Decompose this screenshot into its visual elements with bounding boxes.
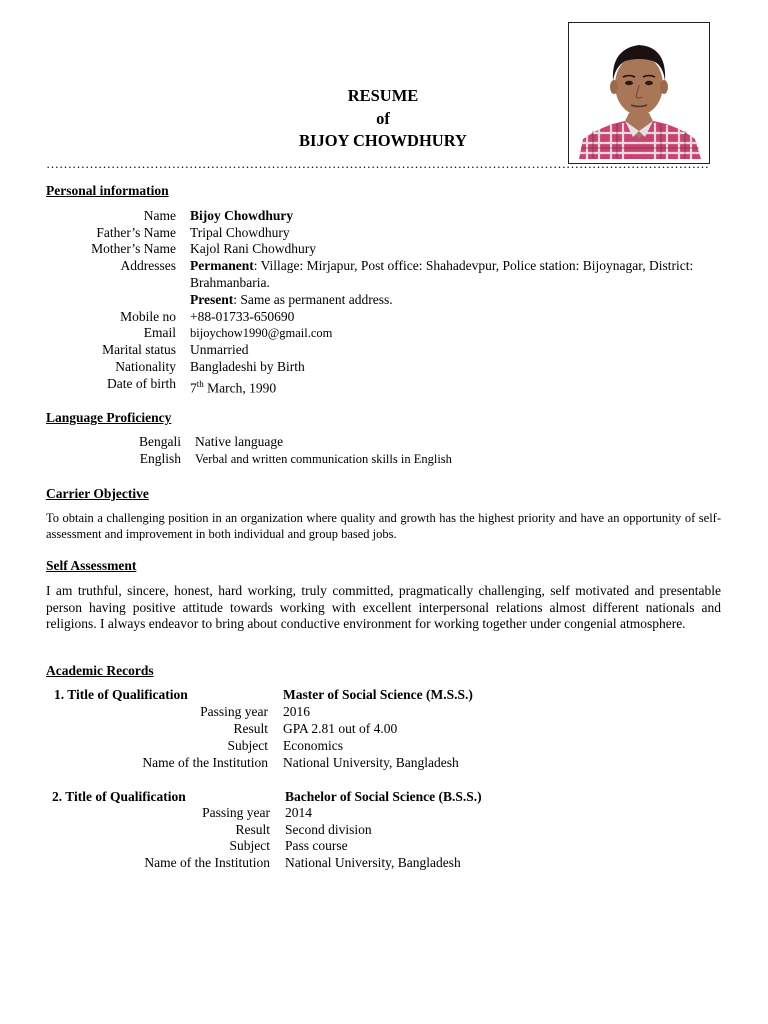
father-name-label: Father’s Name [96,225,176,240]
result-value: GPA 2.81 out of 4.00 [283,721,398,736]
language-row-bengali [0,434,768,451]
subject-value: Pass course [285,838,348,853]
mother-name-value: Kajol Rani Chowdhury [190,241,316,256]
personal-mother-row [0,241,768,258]
passing-year-value: 2014 [285,805,312,820]
resume-title-of: of [376,109,390,128]
academic-record-title-row [0,789,768,806]
self-assessment-text: I am truthful, sincere, honest, hard working, truly committed, pragmatically challenging, self motivated and presentable person having positive attitude towards working with excellent interpersonal relations almost different nationals and religions. I always endeavor to bring about conductive environment for working together under congenial atmosphere. [46,583,721,632]
personal-dob-row [0,376,768,396]
result-label: Result [235,822,270,837]
name-label: Name [143,208,176,223]
marital-status-value: Unmarried [190,342,249,357]
permanent-value: : Village: Mirjapur, Post office: Shahadevpur, Police station: Bijoynagar, District: Brahmanbaria. [190,258,694,290]
subject-label: Subject [229,838,270,853]
mobile-label: Mobile no [120,309,176,324]
personal-marital-row [0,342,768,359]
academic-record-row [0,838,768,855]
address-label: Addresses [120,258,176,273]
personal-father-row [0,225,768,242]
qualification-title-label: 1. Title of Qualification [54,687,188,702]
passing-year-value: 2016 [283,704,310,719]
qualification-title-value: Bachelor of Social Science (B.S.S.) [285,789,482,804]
result-label: Result [233,721,268,736]
academic-record-row [0,704,768,721]
name-value: Bijoy Chowdhury [190,208,294,223]
academic-record-row [0,738,768,755]
personal-nationality-row [0,359,768,376]
father-name-value: Tripal Chowdhury [190,225,290,240]
result-value: Second division [285,822,372,837]
resume-title-name: BIJOY CHOWDHURY [299,131,467,150]
subject-label: Subject [227,738,268,753]
section-academic-records: Academic Records [46,663,154,678]
academic-record-title-row [0,687,768,704]
institution-value: National University, Bangladesh [285,855,461,870]
dob-value [190,376,276,397]
dotted-divider: ……………………………………………………………………………………………………………………………………… [46,158,709,170]
nationality-label: Nationality [115,359,176,374]
mother-name-label: Mother’s Name [91,241,176,256]
portrait-image [573,27,705,159]
language-value: Native language [195,434,284,449]
institution-label: Name of the Institution [142,755,268,770]
permanent-label: Permanent [190,258,254,273]
present-label: Present [190,292,234,307]
institution-value: National University, Bangladesh [283,755,459,770]
nationality-value: Bangladeshi by Birth [190,359,305,374]
passing-year-label: Passing year [200,704,268,719]
mobile-value: +88-01733-650690 [190,309,295,324]
section-language-proficiency: Language Proficiency [46,410,172,425]
dob-suffix: th [196,379,204,389]
personal-mobile-row [0,309,768,326]
present-address [190,292,720,309]
email-label: Email [143,325,176,340]
email-value: bijoychow1990@gmail.com [190,326,333,340]
section-carrier-objective: Carrier Objective [46,486,149,501]
language-row-english [0,451,768,468]
section-personal-information: Personal information [46,183,169,198]
language-label: Bengali [139,434,181,449]
dob-label: Date of birth [107,376,176,391]
objective-text: To obtain a challenging position in an organization where quality and growth has the highest priority and have an opportunity of self-assessment and improvement in both individual and group based jobs. [46,511,721,541]
personal-email-row [0,325,768,342]
academic-record-row [0,721,768,738]
subject-value: Economics [283,738,343,753]
resume-title: RESUME [347,86,419,105]
qualification-title-value: Master of Social Science (M.S.S.) [283,687,473,702]
academic-record-row [0,755,768,772]
dob-rest: March, 1990 [203,380,277,396]
profile-photo [568,22,710,164]
academic-record-row [0,822,768,839]
section-self-assessment: Self Assessment [46,558,137,573]
dob-day: 7 [190,380,197,396]
language-label: English [139,451,181,466]
qualification-title-label: 2. Title of Qualification [52,789,186,804]
personal-name-row [0,208,768,225]
language-value: Verbal and written communication skills in English [195,452,452,466]
passing-year-label: Passing year [202,805,270,820]
permanent-address [190,258,720,292]
marital-status-label: Marital status [102,342,176,357]
academic-record-row [0,805,768,822]
institution-label: Name of the Institution [144,855,270,870]
present-value: : Same as permanent address. [233,292,393,307]
academic-record-row [0,855,768,872]
